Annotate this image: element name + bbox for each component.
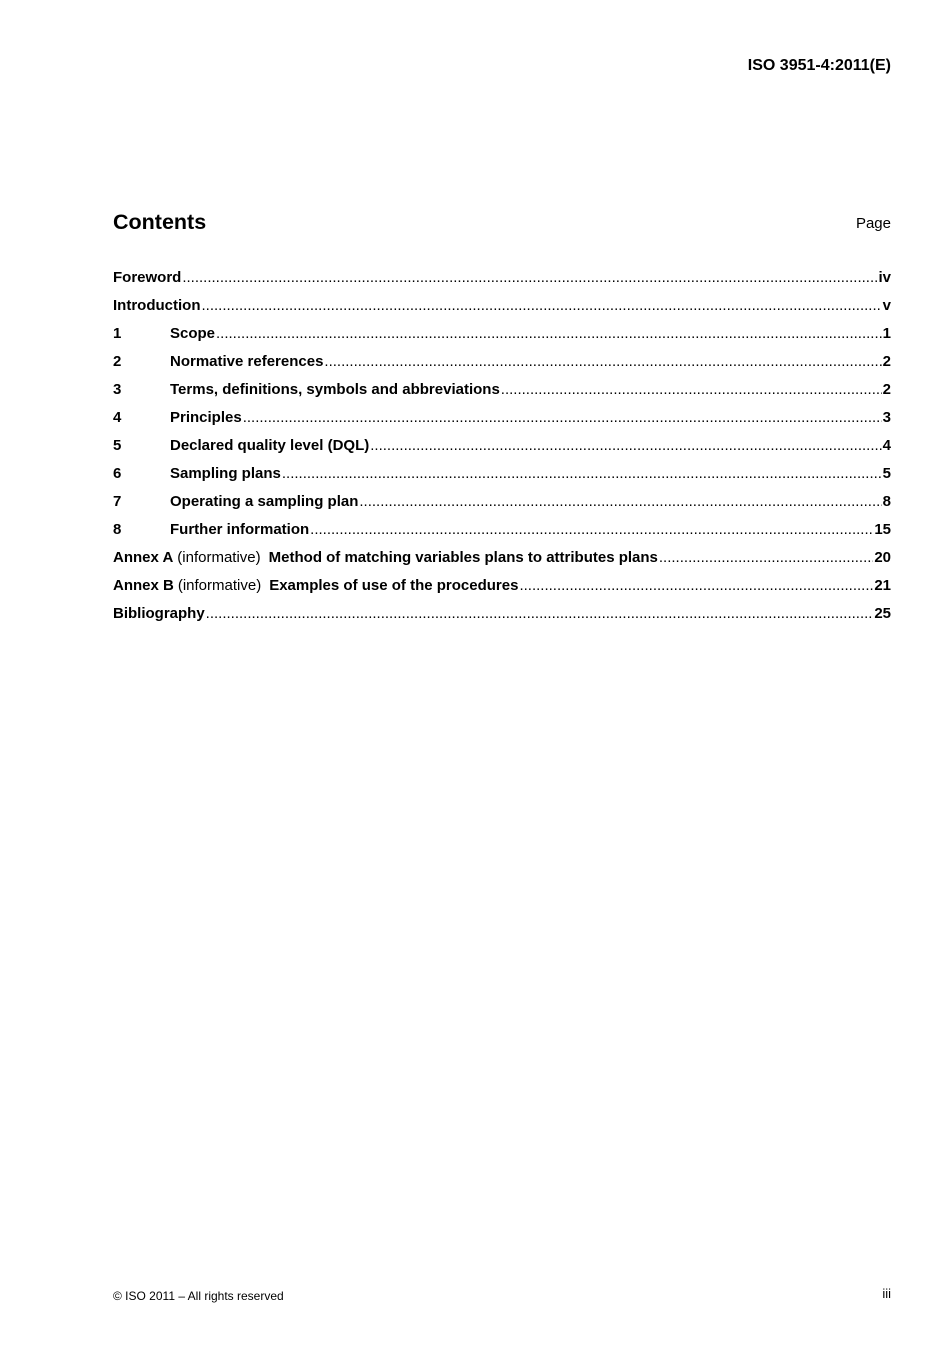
toc-entry-further-information[interactable] — [113, 520, 891, 548]
toc-annex-label: Annex A — [113, 549, 174, 566]
toc-dot-leader — [243, 408, 882, 428]
toc-entry-introduction[interactable] — [113, 296, 891, 324]
toc-entry-page: iv — [878, 269, 891, 286]
toc-entry-title: Operating a sampling plan — [170, 493, 359, 510]
toc-entry-page: v — [882, 297, 891, 314]
toc-entry-normative-references[interactable] — [113, 352, 891, 380]
toc-entry-title: Terms, definitions, symbols and abbreviations — [170, 381, 500, 398]
toc-entry-scope[interactable] — [113, 324, 891, 352]
toc-dot-leader — [519, 576, 873, 596]
toc-dot-leader — [501, 380, 882, 400]
toc-entry-annex-a[interactable] — [113, 548, 891, 576]
toc-entry-title: Principles — [170, 409, 242, 426]
toc-dot-leader — [201, 296, 881, 316]
toc-entry-number: 6 — [113, 465, 122, 482]
toc-entry-operating-sampling-plan[interactable] — [113, 492, 891, 520]
toc-entry-title: Declared quality level (DQL) — [170, 437, 370, 454]
toc-entry-terms-definitions[interactable] — [113, 380, 891, 408]
toc-entry-bibliography[interactable] — [113, 604, 891, 632]
contents-heading: Contents — [113, 210, 207, 234]
toc-entry-page: 25 — [874, 605, 891, 622]
toc-dot-leader — [359, 492, 881, 512]
toc-entry-declared-quality-level[interactable] — [113, 436, 891, 464]
toc-entry-foreword[interactable] — [113, 268, 891, 296]
toc-entry-number: 1 — [113, 325, 122, 342]
toc-entry-number: 4 — [113, 409, 122, 426]
toc-entry-page: 5 — [882, 465, 891, 482]
document-id: ISO 3951-4:2011(E) — [747, 57, 891, 74]
toc-entry-page: 4 — [882, 437, 891, 454]
toc-entry-title: Introduction — [113, 297, 201, 314]
toc-entry-number: 5 — [113, 437, 122, 454]
toc-entry-page: 2 — [882, 381, 891, 398]
toc-entry-page: 2 — [882, 353, 891, 370]
toc-dot-leader — [216, 324, 882, 344]
toc-entry-sampling-plans[interactable] — [113, 464, 891, 492]
toc-annex-type: (informative) — [177, 577, 262, 594]
toc-dot-leader — [282, 464, 882, 484]
toc-entry-page: 20 — [874, 549, 891, 566]
table-of-contents — [113, 268, 891, 632]
toc-entry-number: 7 — [113, 493, 122, 510]
page-column-label: Page — [855, 215, 891, 232]
toc-entry-page: 3 — [882, 409, 891, 426]
toc-dot-leader — [182, 268, 877, 288]
toc-entry-number: 3 — [113, 381, 122, 398]
toc-entry-title: Foreword — [113, 269, 182, 286]
toc-entry-page: 21 — [874, 577, 891, 594]
toc-entry-title: Examples of use of the procedures — [269, 577, 519, 594]
toc-entry-title: Normative references — [170, 353, 324, 370]
toc-dot-leader — [206, 604, 874, 624]
toc-entry-annex-b[interactable] — [113, 576, 891, 604]
toc-entry-title: Method of matching variables plans to attributes plans — [268, 549, 658, 566]
toc-entry-number: 2 — [113, 353, 122, 370]
footer-copyright: © ISO 2011 – All rights reserved — [113, 1289, 284, 1303]
toc-dot-leader — [659, 548, 873, 568]
toc-entry-principles[interactable] — [113, 408, 891, 436]
toc-entry-page: 8 — [882, 493, 891, 510]
toc-dot-leader — [324, 352, 881, 372]
toc-dot-leader — [370, 436, 881, 456]
toc-entry-number: 8 — [113, 521, 122, 538]
toc-entry-page: 15 — [874, 521, 891, 538]
toc-dot-leader — [310, 520, 873, 540]
toc-entry-title: Scope — [170, 325, 216, 342]
toc-entry-title: Bibliography — [113, 605, 205, 622]
toc-entry-page: 1 — [882, 325, 891, 342]
toc-annex-type: (informative) — [177, 549, 261, 566]
footer-page-number: iii — [882, 1286, 891, 1301]
toc-annex-label: Annex B — [113, 577, 174, 594]
toc-entry-title: Sampling plans — [170, 465, 281, 482]
toc-entry-title: Further information — [170, 521, 310, 538]
